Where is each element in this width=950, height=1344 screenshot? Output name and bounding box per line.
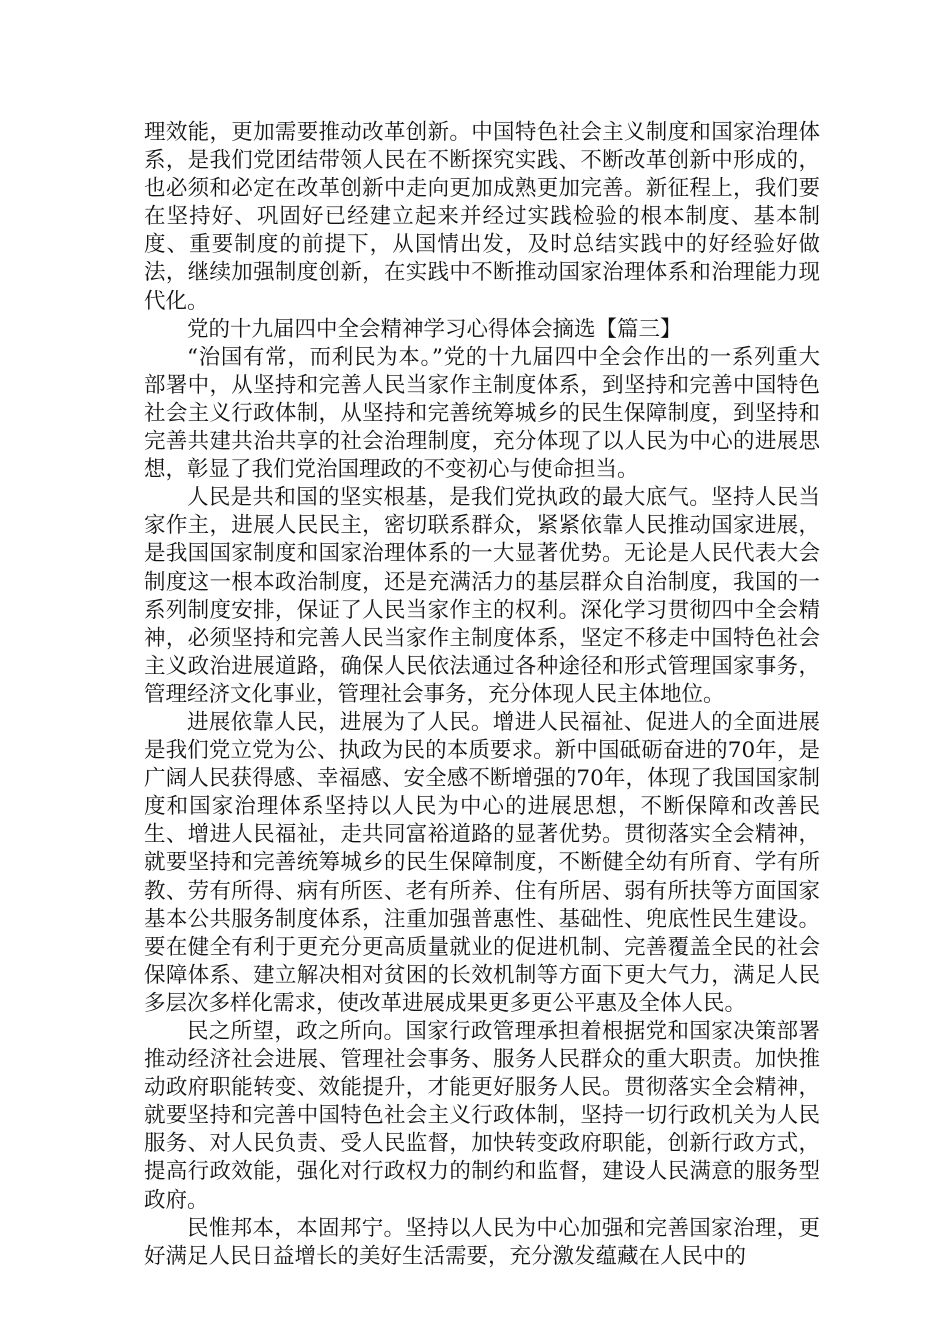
paragraph: 民之所望，政之所向。国家行政管理承担着根据党和国家决策部署推动经济社会进展、管理社会事务、服务人民群众的重大职责。加快推动政府职能转变、效能提升，才能更好服务人民。贯彻落实全会精神，就要坚持和完善中国特色社会主义行政体制，坚持一切行政机关为人民服务、对人民负责、受人民监督，加快转变政府职能，创新行政方式，提高行政效能，强化对行政权力的制约和监督，建设人民满意的服务型政府。 [144,1019,820,1213]
paragraph: 进展依靠人民，进展为了人民。增进人民福祉、促进人的全面进展是我们党立党为公、执政为民的本质要求。新中国砥砺奋进的70年，是广阔人民获得感、幸福感、安全感不断增强的70年，体现了我国国家制度和国家治理体系坚持以人民为中心的进展思想，不断保障和改善民生、增进人民福祉，走共同富裕道路的显著优势。贯彻落实全会精神，就要坚持和完善统筹城乡的民生保障制度，不断健全幼有所育、学有所教、劳有所得、病有所医、老有所养、住有所居、弱有所扶等方面国家基本公共服务制度体系，注重加强普惠性、基础性、兜底性民生建设。要在健全有利于更充分更高质量就业的促进机制、完善覆盖全民的社会保障体系、建立解决相对贫困的长效机制等方面下更大气力，满足人民多层次多样化需求，使改革进展成果更多更公平惠及全体人民。 [144,709,820,1016]
paragraph: “治国有常，而利民为本。”党的十九届四中全会作出的一系列重大部署中，从坚持和完善人民当家作主制度体系，到坚持和完善中国特色社会主义行政体制，从坚持和完善统筹城乡的民生保障制度，到坚持和完善共建共治共享的社会治理制度，充分体现了以人民为中心的进展思想，彰显了我们党治国理政的不变初心与使命担当。 [144,344,820,483]
paragraph-continuation: 理效能，更加需要推动改革创新。中国特色社会主义制度和国家治理体系，是我们党团结带领人民在不断探究实践、不断改革创新中形成的，也必须和必定在改革创新中走向更加成熟更加完善。新征程上，我们要在坚持好、巩固好已经建立起来并经过实践检验的根本制度、基本制度、重要制度的前提下，从国情出发，及时总结实践中的好经验好做法，继续加强制度创新，在实践中不断推动国家治理体系和治理能力现代化。 [144,120,820,314]
document-page [144,119,820,1271]
section-heading: 党的十九届四中全会精神学习心得体会摘选【篇三】 [187,316,682,342]
paragraph: 民惟邦本，本固邦宁。坚持以人民为中心加强和完善国家治理，更好满足人民日益增长的美好生活需要，充分激发蕴藏在人民中的 [144,1215,820,1269]
paragraph: 人民是共和国的坚实根基，是我们党执政的最大底气。坚持人民当家作主，进展人民民主，密切联系群众，紧紧依靠人民推动国家进展，是我国国家制度和国家治理体系的一大显著优势。无论是人民代表大会制度这一根本政治制度，还是充满活力的基层群众自治制度，我国的一系列制度安排，保证了人民当家作主的权利。深化学习贯彻四中全会精神，必须坚持和完善人民当家作主制度体系，坚定不移走中国特色社会主义政治进展道路，确保人民依法通过各种途径和形式管理国家事务，管理经济文化事业，管理社会事务，充分体现人民主体地位。 [144,485,820,707]
